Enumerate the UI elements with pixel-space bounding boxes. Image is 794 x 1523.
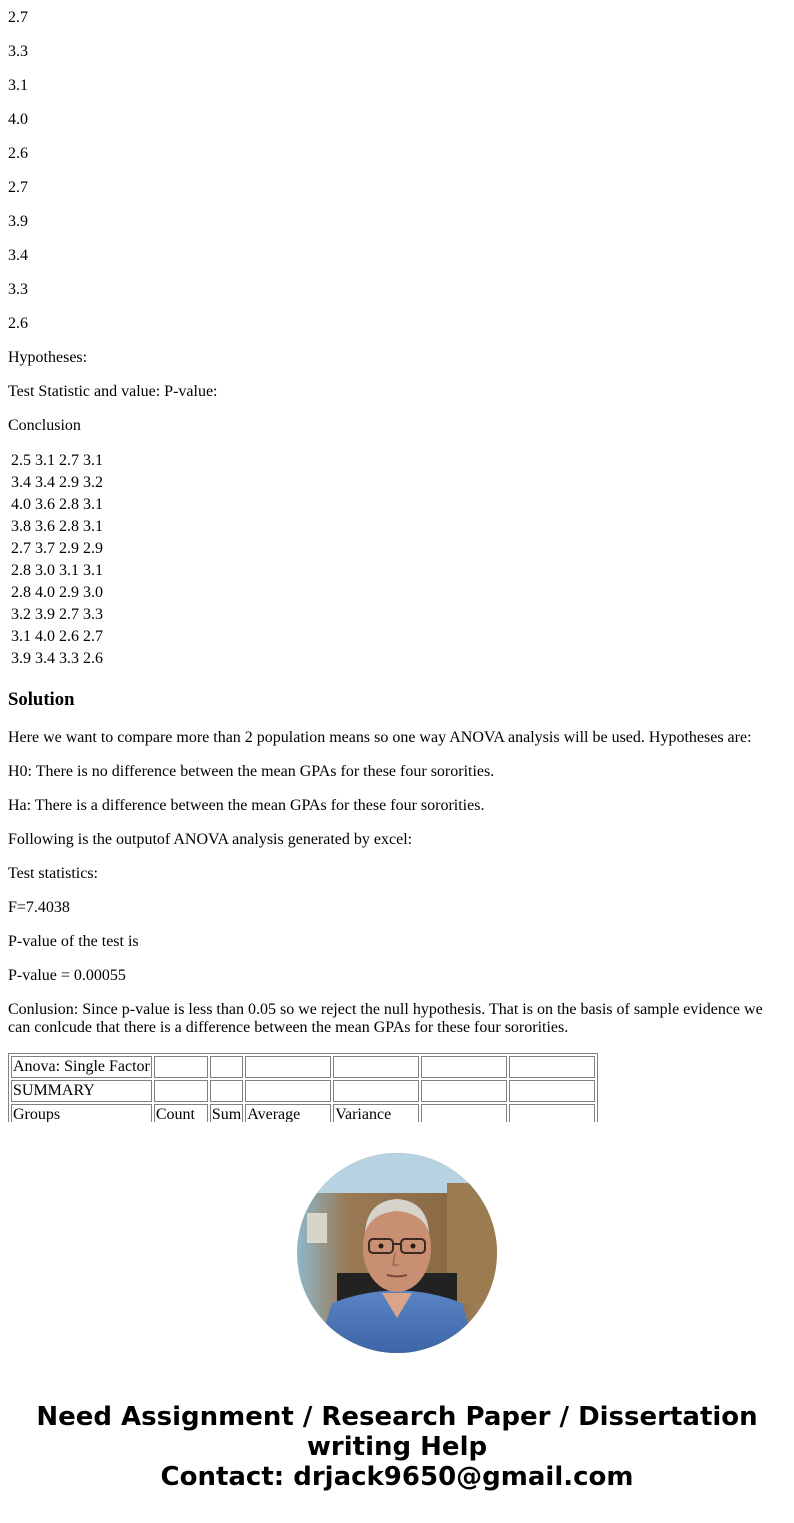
pvalue: P-value = 0.00055 <box>8 967 126 984</box>
author-avatar <box>297 1153 497 1353</box>
table-cell: 3.8 3.6 2.8 3.1 <box>11 518 103 535</box>
table-row <box>10 561 104 581</box>
solution-intro: Here we want to compare more than 2 population means so one way ANOVA analysis will be used. Hypotheses are: <box>8 729 752 746</box>
table-row <box>10 583 104 603</box>
table-row <box>10 451 104 471</box>
table-cell <box>509 1056 595 1078</box>
value-item: 3.3 <box>8 281 28 298</box>
table-cell: Average <box>245 1104 331 1122</box>
table-cell: Variance <box>333 1104 419 1122</box>
table-cell <box>509 1080 595 1102</box>
table-cell <box>421 1080 507 1102</box>
output-line: Following is the outputof ANOVA analysis generated by excel: <box>8 831 413 848</box>
author-portrait-image <box>297 1153 497 1353</box>
table-cell: Anova: Single Factor <box>11 1056 152 1078</box>
promo-line: writing Help <box>306 1432 488 1462</box>
table-cell: 4.0 3.6 2.8 3.1 <box>11 496 103 513</box>
table-cell: Sum <box>210 1104 243 1122</box>
alt-hypothesis: Ha: There is a difference between the mean GPAs for these four sororities. <box>8 797 485 814</box>
f-value: F=7.4038 <box>8 899 70 916</box>
table-row <box>10 605 104 625</box>
promo-text <box>0 1402 794 1492</box>
table-cell: 2.8 3.0 3.1 3.1 <box>11 562 103 579</box>
value-item: 3.4 <box>8 247 28 264</box>
anova-table <box>8 1053 598 1122</box>
table-cell: 2.7 3.7 2.9 2.9 <box>11 540 103 557</box>
table-row <box>10 539 104 559</box>
table-row <box>10 649 104 669</box>
table-row <box>10 473 104 493</box>
value-item: 3.1 <box>8 77 28 94</box>
table-cell: SUMMARY <box>11 1080 152 1102</box>
value-item: 2.7 <box>8 179 28 196</box>
solution-heading: Solution <box>8 689 75 710</box>
table-cell <box>333 1056 419 1078</box>
table-cell: 2.8 4.0 2.9 3.0 <box>11 584 103 601</box>
promo-footer <box>0 1122 794 1523</box>
table-row <box>11 1080 595 1102</box>
pvalue-label: P-value of the test is <box>8 933 139 950</box>
document-content <box>8 0 780 1122</box>
null-hypothesis: H0: There is no difference between the mean GPAs for these four sororities. <box>8 763 495 780</box>
table-cell: Count <box>154 1104 208 1122</box>
table-row <box>10 627 104 647</box>
table-row <box>10 495 104 515</box>
table-row <box>10 517 104 537</box>
table-cell <box>333 1080 419 1102</box>
solution-body <box>8 729 780 1037</box>
table-cell <box>421 1104 507 1122</box>
value-item: 3.9 <box>8 213 28 230</box>
table-cell: 3.9 3.4 3.3 2.6 <box>11 650 103 667</box>
table-cell: 3.1 4.0 2.6 2.7 <box>11 628 103 645</box>
test-stat-label: Test statistics: <box>8 865 98 882</box>
value-item: 2.6 <box>8 145 28 162</box>
value-item: 3.3 <box>8 43 28 60</box>
table-cell <box>210 1056 243 1078</box>
hypotheses-label: Hypotheses: <box>8 349 88 366</box>
table-cell <box>245 1080 331 1102</box>
table-cell <box>154 1080 208 1102</box>
table-cell: 3.4 3.4 2.9 3.2 <box>11 474 103 491</box>
table-cell: Groups <box>11 1104 152 1122</box>
gpa-data-table <box>8 449 106 671</box>
table-cell <box>421 1056 507 1078</box>
value-item: 2.7 <box>8 9 28 26</box>
table-cell <box>245 1056 331 1078</box>
conclusion-label: Conclusion <box>8 417 81 434</box>
value-item: 2.6 <box>8 315 28 332</box>
table-cell: 2.5 3.1 2.7 3.1 <box>11 452 103 469</box>
table-cell <box>210 1080 243 1102</box>
table-cell: 3.2 3.9 2.7 3.3 <box>11 606 103 623</box>
table-cell <box>154 1056 208 1078</box>
table-row <box>11 1056 595 1078</box>
values-list <box>8 0 780 333</box>
table-row <box>11 1104 595 1122</box>
contact-email: Contact: drjack9650@gmail.com <box>160 1462 634 1492</box>
table-cell <box>509 1104 595 1122</box>
solution-conclusion: Conlusion: Since p-value is less than 0.05 so we reject the null hypothesis. That is on the basis of sample evidence we can conlcude that there is a difference between the mean GPAs for these four sororities. <box>8 1001 763 1036</box>
question-labels <box>8 349 780 435</box>
promo-line: Need Assignment / Research Paper / Dissertation <box>36 1402 758 1432</box>
test-statistic-label: Test Statistic and value: P-value: <box>8 383 218 400</box>
value-item: 4.0 <box>8 111 28 128</box>
